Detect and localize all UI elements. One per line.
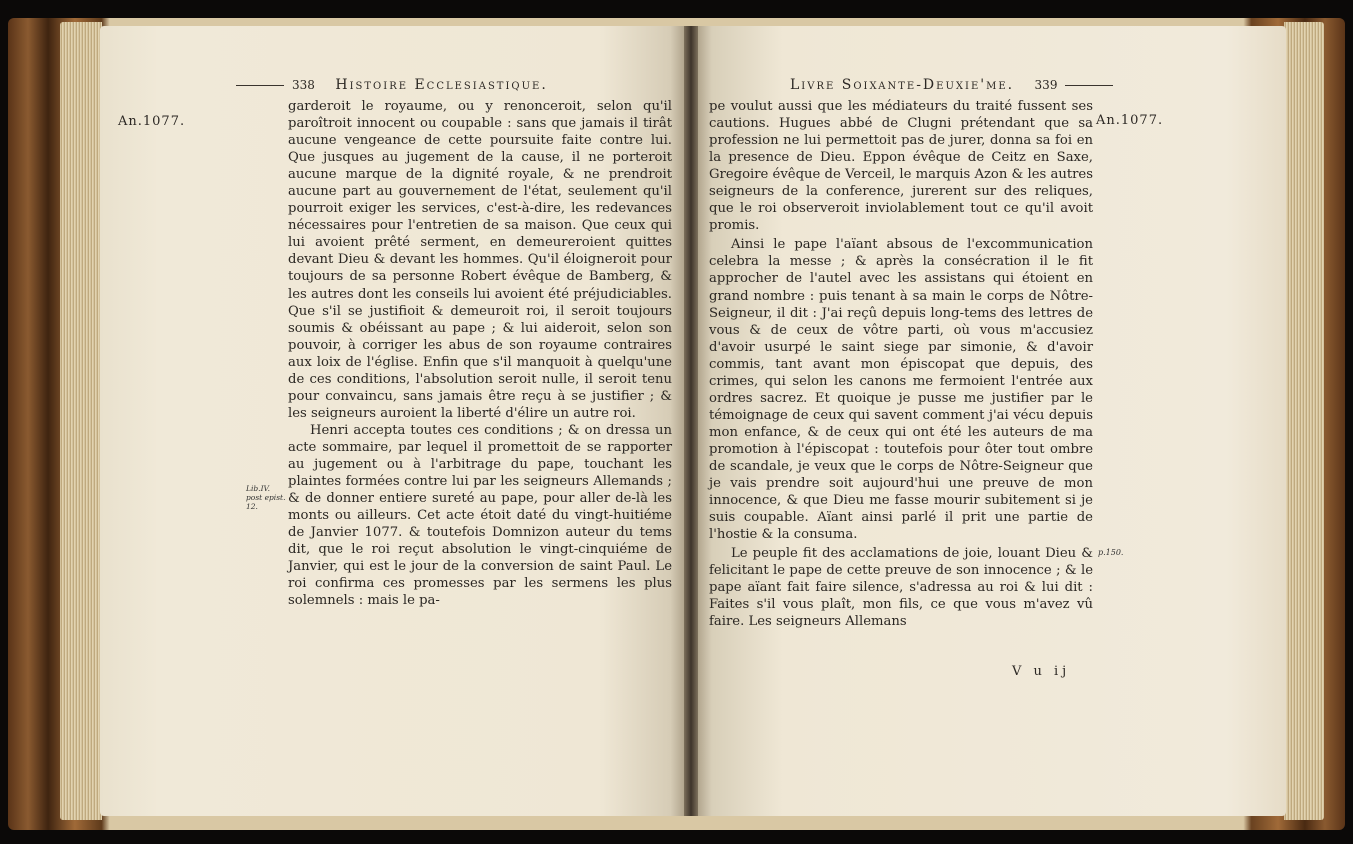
right-margin-note: p.150. — [1098, 548, 1124, 557]
left-running-title: Histoire Ecclesiastique. — [335, 77, 548, 93]
left-page-number: 338 — [292, 78, 315, 92]
right-paragraph-1: pe voulut aussi que les médiateurs du traité fussent ses cautions. Hugues abbé de Clugni prétendant que sa profession ne lui permettoit pas de jurer, donna sa foi en la presence de Dieu. Eppon évêque de Ceitz en Saxe, Gregoire évêque de Verceil, le marquis Azon & les autres seigneurs de la conference, jurerent sur des reliques, que le roi observeroit inviolablement tout ce qu'il avoit promis. — [709, 99, 1093, 234]
page-edges-right — [1284, 22, 1324, 820]
right-body-text — [709, 98, 1093, 630]
right-page-number: 339 — [1034, 78, 1058, 92]
header-rule-right — [1065, 85, 1113, 86]
left-paragraph-1: garderoit le royaume, ou y renonceroit, selon qu'il paroîtroit innocent ou coupable : sans que jamais il tirât aucune vengeance de cette poursuite faite contre lui. Que jusques au jugement de la cause, il ne porteroit aucune marque de la dignité royale, & ne prendroit aucune part au gouvernement de l'état, seulement qu'il pourroit exiger les services, c'est-à-dire, les redevances nécessaires pour l'entretien de sa maison. Que ceux qui lui avoient prêté serment, en demeureroient quittes devant Dieu & devant les hommes. Qu'il éloigneroit pour toujours de sa personne Robert évêque de Bamberg, & les autres dont les conseils lui avoient été préjudiciables. Que s'il se justifioit & demeuroit roi, il seroit toujours soumis & obéissant au pape ; & lui aideroit, selon son pouvoir, à corriger les abus de son royaume contraires aux loix de l'église. Enfin que s'il manquoit à quelqu'une de ces conditions, l'absolution seroit nulle, il seroit tenu pour convaincu, sans jamais être reçu à se justifier ; & les seigneurs auroient la liberté d'élire un autre roi. — [288, 99, 672, 421]
left-running-header — [228, 77, 548, 93]
left-margin-note: Lib.IV. post epist. 12. — [246, 484, 286, 511]
left-year-label: An.1077. — [118, 114, 186, 129]
right-year-label: An.1077. — [1096, 113, 1164, 128]
header-rule — [236, 85, 284, 86]
signature-mark: V u ij — [1012, 664, 1071, 679]
book-gutter — [684, 26, 698, 816]
right-running-header — [790, 77, 1121, 93]
right-running-title: Livre Soixante-Deuxie'me. — [790, 77, 1015, 93]
left-paragraph-2: Henri accepta toutes ces conditions ; & on dressa un acte sommaire, par lequel il promettoit de se rapporter au jugement ou à l'arbitrage du pape, touchant les plaintes formées contre lui par les seigneurs Allemands ; & de donner entiere sureté au pape, pour aller de-là les monts ou ailleurs. Cet acte étoit daté du vingt-huitiéme de Janvier 1077. & toutefois Domnizon auteur du tems dit, que le roi reçut absolution le vingt-cinquiéme de Janvier, qui est le jour de la conversion de saint Paul. Le roi confirma ces promesses par les sermens les plus solemnels : mais le pa- — [288, 422, 672, 609]
right-paragraph-3: Le peuple fit des acclamations de joie, louant Dieu & felicitant le pape de cette preuve de son innocence ; & le pape aïant fait faire silence, s'adressa au roi & lui dit : Faites s'il vous plaît, mon fils, ce que vous m'avez vû faire. Les seigneurs Allemans — [709, 546, 1093, 630]
right-paragraph-2: Ainsi le pape l'aïant absous de l'excommunication celebra la messe ; & après la consécration il le fit approcher de l'autel avec les assistans qui étoient en grand nombre : puis tenant à sa main le corps de Nôtre-Seigneur, il dit : J'ai reçû depuis long-tems des lettres de vous & de ceux de vôtre parti, où vous m'accusiez d'avoir usurpé le saint siege par simonie, & d'avoir commis, tant avant mon épiscopat que depuis, des crimes, qui selon les canons me fermoient l'entrée aux ordres sacrez. Et quoique je pusse me justifier par le témoignage de ceux qui savent comment j'ai vécu depuis mon enfance, & de ceux qui ont été les auteurs de ma promotion à l'épiscopat : toutefois pour ôter tout ombre de scandale, je veux que le corps de Nôtre-Seigneur que je vais prendre soit aujourd'hui une preuve de mon innocence, & que Dieu me fasse mourir subitement si je suis coupable. Aïant ainsi parlé il prit une partie de l'hostie & la consuma. — [709, 237, 1093, 543]
left-body-text — [288, 98, 672, 609]
page-edges-left — [60, 22, 102, 820]
